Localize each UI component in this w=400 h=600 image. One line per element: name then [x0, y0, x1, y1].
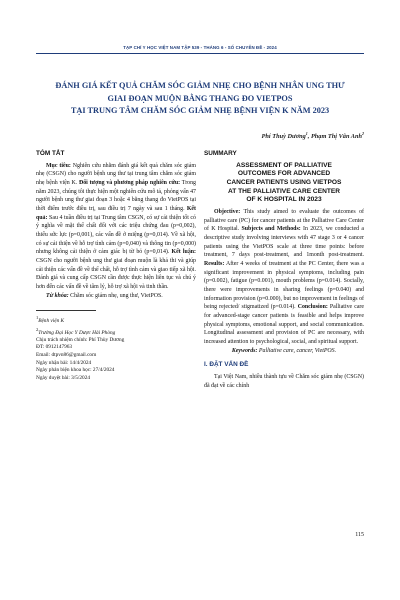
article-title — [30, 80, 370, 118]
header-rule — [36, 53, 364, 54]
title-line: GIAI ĐOẠN MUỘN BẰNG THANG ĐO VIETPOS — [107, 93, 293, 103]
author-name: Phí Thuỳ Dương — [261, 133, 306, 141]
summary-paragraph: Objective: This study aimed to evaluate the outcomes of palliative care (PC) for cancer patients at the Palliative Care Center of K Hospital. Subjects and Methods: In 2023, we conducted a descriptive study involving interviews with 47 stage 3 or 4 cancer patients using the VietPOS scale at three time points: before treatment, 7 days post-treatment, and 1month post-treatment. Results: After 4 weeks of treatment at the PC Center, there was a significant improvement in physical symptoms, including pain (p=0.002), fatigue (p=0.001), mouth problems (p=0.014). Socially, there were improvements in sharing feelings (p=0.040) and information provision (p=0.000), but no improvement in feelings of being rejected/ stigmatized (p=0.014). Conclusion: Palliative care for advanced-stage cancer patients is feasible and helps improve physical symptoms, emotional support, and social communication. Longitudinal assessment and provision of PC are necessary, with increased attention to psychological, social, and spiritual support. — [204, 209, 365, 346]
author-affiliation-mark: 2 — [362, 131, 364, 136]
footnote-phone: ĐT: 0912147963 — [36, 344, 73, 351]
author-affiliation-mark: 1 — [305, 131, 308, 136]
summary-title — [204, 162, 364, 206]
label-conclusion-en: Conclusion: — [297, 304, 328, 311]
left-column — [36, 150, 196, 382]
keywords-en — [204, 347, 364, 356]
footnote: $^2$Trường Đại Học Y Dược Hải Phòng — [36, 326, 116, 336]
keywords-en-text: Palliative care, cancer, VietPOS. — [257, 347, 337, 354]
summary-title-line: CANCER PATIENTS USING VIETPOS — [226, 179, 342, 187]
label-methods-en: Subjects and Methods: — [241, 226, 301, 233]
section-heading: I. ĐẶT VẤN ĐỀ — [204, 361, 249, 369]
label-conclusion: Kết luận: — [171, 249, 197, 256]
keywords-en-label: Keywords: — [231, 347, 258, 354]
footnote-received: Ngày nhận bài: 14/4/2024 — [36, 359, 92, 366]
intro-paragraph: Tại Việt Nam, nhiều thành tựu về Chăm sóc giảm nhẹ (CSGN) đã đạt về các chính — [204, 373, 364, 389]
footnote-approved: Ngày duyệt bài: 3/5/2024 — [36, 374, 90, 381]
author-name: Phạm Thị Vân Anh — [310, 133, 362, 141]
author-separator: , — [307, 133, 311, 141]
title-line: TẠI TRUNG TÂM CHĂM SÓC GIẢM NHẸ BỆNH VIỆN K NĂM 2023 — [70, 106, 330, 116]
journal-header: TẠP CHÍ Y HỌC VIỆT NAM TẬP 539 - THÁNG 6 - SỐ CHUYÊN ĐỀ - 2024 — [123, 45, 277, 50]
abstract-paragraph — [36, 162, 196, 292]
label-results-en: Results: — [204, 261, 225, 268]
footnote-responsible: Chịu trách nhiệm chính: Phí Thùy Dương — [36, 336, 125, 343]
right-column — [204, 150, 364, 390]
summary-title-line: OUTCOMES FOR ADVANCED — [237, 170, 331, 178]
footnote-rule — [36, 310, 96, 311]
summary-heading: SUMMARY — [204, 150, 237, 157]
label-objective: Mục tiêu: — [46, 162, 71, 169]
label-results: Kết quả: — [36, 205, 196, 221]
footnote-reviewed: Ngày phản biện khoa học: 27/4/2024 — [36, 367, 115, 374]
text-methods: Trong năm 2023, chúng tôi thực hiện một nghiên cứu mô tả, phỏng vấn 47 người bệnh ung thư giai đoạn 3 hoặc 4 bằng thang đo VietPOS tại thời điểm trước điều trị, sau điều trị 7 ngày và sau 1 tháng. — [36, 179, 197, 212]
keywords-text: Chăm sóc giảm nhẹ, ung thư, VietPOS. — [68, 292, 163, 299]
page-number: 115 — [355, 532, 364, 538]
summary-title-line: OF K HOSPITAL IN 2023 — [246, 196, 322, 204]
summary-title-line: ASSESSMENT OF PALLIATIVE — [236, 161, 332, 169]
label-methods: Đối tượng và phương pháp nghiên cứu: — [78, 179, 181, 186]
keywords-label: Từ khóa: — [46, 292, 69, 299]
footnote: $^1$Bệnh viện K — [36, 315, 65, 324]
keywords — [36, 292, 196, 301]
abstract-heading: TÓM TẮT — [36, 150, 65, 157]
authors — [262, 131, 364, 140]
text-objective: Nghiên cứu nhằm đánh giá kết quả chăm sóc giảm nhẹ (CSGN) cho người bệnh ung thư tại trung tâm chăm sóc giảm nhẹ bệnh viện K. — [36, 162, 196, 186]
text-conclusion: CSGN cho người bệnh ung thư giai đoạn muộn là khả thi và giúp cải thiện các vấn đề về thể chất, hỗ trợ tình cảm và giao tiếp xã hội. Đánh giá và cung cấp CSGN cần được thực hiện liên tục và chú ý hơn đến các vấn đề về tâm lý, hỗ trợ xã hội và tinh thần. — [36, 257, 196, 290]
label-objective-en: Objective: — [214, 209, 241, 216]
summary-title-line: AT THE PALLIATIVE CARE CENTER — [227, 187, 341, 195]
title-line: ĐÁNH GIÁ KẾT QUẢ CHĂM SÓC GIẢM NHẸ CHO BỆNH NHÂN UNG THƯ — [55, 81, 345, 90]
text-results: Sau 4 tuần điều trị tại Trung tâm CSGN, có sự cải thiện tốt có ý nghĩa về mặt thể chất đối với các triệu chứng đau (p=0,002), thiếu sức lực (p=0,001), các vấn đề ở miệng (p=0,014). Về xã hội, có sự cải thiện về hỗ trợ tình cảm (p=0,040) và thông tin (p=0,000) nhưng không cải thiện ở cảm giác bị từ bỏ (p=0,014). — [36, 214, 196, 256]
footnote-email: Email: dtpvn86@gmail.com — [36, 352, 97, 359]
